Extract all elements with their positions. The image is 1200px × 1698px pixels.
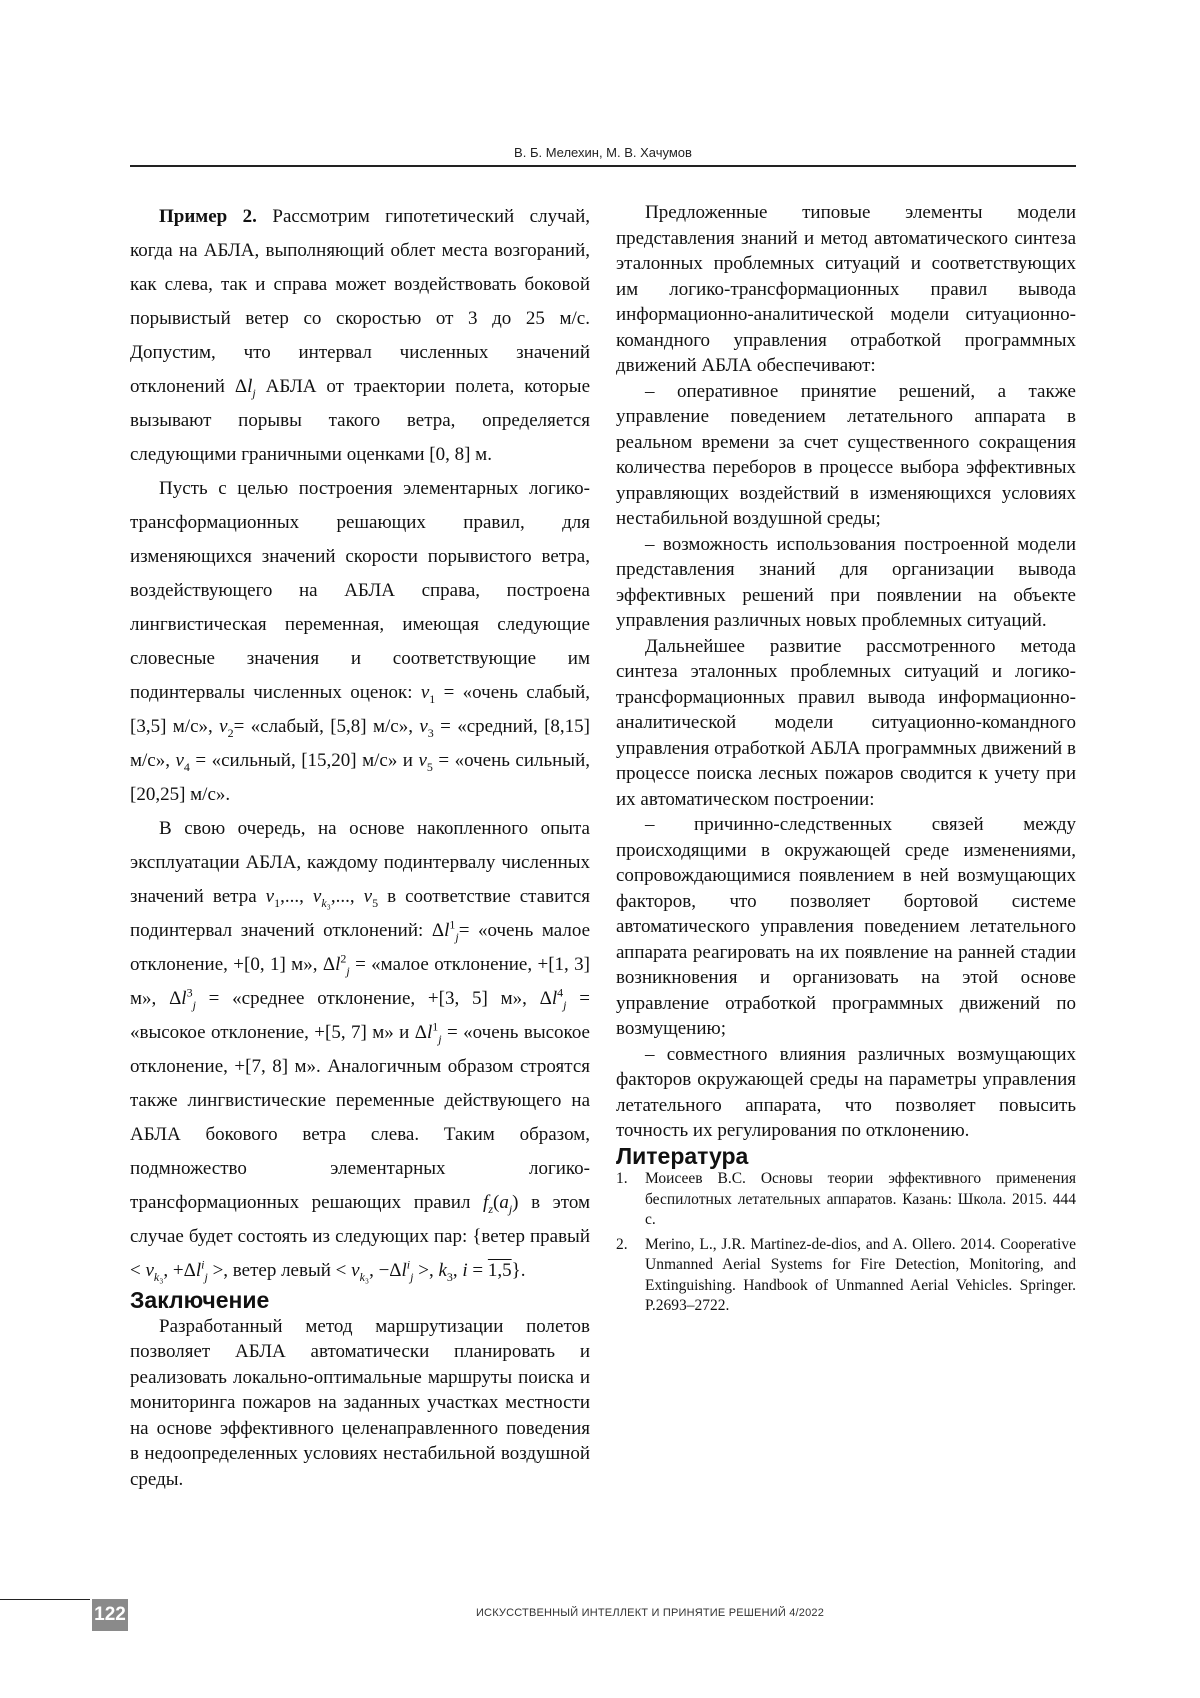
conclusion-heading: Заключение [130, 1287, 270, 1313]
reference-item [616, 1235, 1076, 1317]
results-paragraph: Предложенные типовые элементы модели представления знаний и метод автоматического синтеза эталонных проблемных ситуаций и соответствующих им логико-трансформационных правил вывода информационно-аналитической модели ситуационно-командного управления отработкой программных движений АБЛА обеспечивают: [616, 202, 1076, 376]
example-label: Пример 2. [159, 206, 257, 227]
formula-v2: $v_2$ [219, 716, 234, 740]
dev-e-text: в этом случае будет состоять из следующих пар: {ветер правый [130, 1192, 590, 1247]
result-item-2: – возможность использования построенной модели представления знаний для организации вывода эффективных решений при появлении на объекте управления различных новых проблемных ситуаций. [616, 533, 1076, 631]
example-text-b: АБЛА от траектории полета, которые вызывают порывы такого ветра, определяется следующими граничными оценками [0, 8] м. [130, 376, 591, 465]
dev-text-a: В свою очередь, на основе накопленного опыта эксплуатации АБЛА, каждому подинтервалу численных значений ветра [130, 818, 590, 907]
left-column [130, 200, 590, 1492]
formula-dl3: $\Delta l^3_j$ [169, 985, 196, 1012]
footer-rule [0, 1599, 90, 1600]
dev-d5-text: = «очень высокое отклонение, +[7, 8] м». Аналогичным образом строятся также лингвистические переменные действующего на АБЛА бокового ветра слева. Таким образом, подмножество элементарных логико-трансформационных решающих правил [130, 1022, 590, 1213]
dev-f-text: , ветер левый [223, 1260, 336, 1281]
lv-text-a: Пусть с целью построения элементарных логико-трансформационных решающих правил, для изменяющихся значений скорости порывистого ветра, воздействующего на АБЛА справа, построена лингвистическая переменная, имеющая следующие словесные значения и соответствующие им подинтервалы численных оценок: [130, 478, 590, 703]
lv-v5-text: = «очень сильный, [20,25] м/с». [130, 750, 590, 805]
formula-left-pair: < $v_{k_3}$, $-\Delta l^i_j$ >, $k_3$, i = 1,5 [335, 1257, 512, 1284]
right-column [616, 200, 1076, 1321]
formula-dl1: $\Delta l^1_j$ [431, 917, 459, 944]
journal-title: ИСКУССТВЕННЫЙ ИНТЕЛЛЕКТ И ПРИНЯТИЕ РЕШЕНИЙ 4/2022 [475, 1607, 825, 1619]
conclusion-paragraph: Разработанный метод маршрутизации полетов позволяет АБЛА автоматически планировать и реализовать локально-оптимальные маршруты поиска и мониторинга пожаров на заданных участках местности на основе эффективного целенаправленного поведения в недоопределенных условиях нестабильной воздушной среды. [130, 1315, 590, 1490]
dev-text-b: в соответствие ставится подинтервал значений отклонений: [130, 886, 590, 941]
example-2-paragraph [130, 200, 590, 472]
formula-fz: $f_z(a_j)$ [483, 1192, 519, 1216]
formula-v1: $v_1$ [420, 682, 436, 706]
future-item-2: – совместного влияния различных возмущающих факторов окружающей среды на параметры управления летательного аппарата, что позволяет повысить точность их регулирования по отклонению. [616, 1043, 1076, 1141]
example-text-a: Рассмотрим гипотетический случай, когда на АБЛА, выполняющий облет места возгораний, как слева, так и справа может воздействовать боковой порывистый ветер со скоростью от 3 до 25 м/с. Допустим, что интервал численных значений отклонений [130, 206, 590, 397]
dev-g-text: }. [511, 1260, 526, 1281]
page-number: 122 [92, 1599, 128, 1631]
lv-v3-text: = «средний, [8,15] м/с», [130, 716, 591, 771]
formula-v5: $v_5$ [418, 750, 433, 774]
formula-v-range: $v_1$,..., $v_{k_3}$,..., $v_5$ [265, 886, 379, 910]
linguistic-variable-paragraph [130, 472, 590, 812]
dev-d4-text: = «высокое отклонение, +[5, 7] м» и [130, 988, 591, 1043]
references-heading: Литература [616, 1142, 749, 1169]
reference-item [616, 1169, 1076, 1231]
result-item-1: – оперативное принятие решений, а также управление поведением летательного аппарата в реальном времени за счет существенного сокращения количества переборов в процессе выбора эффективных управляющих воздействий в изменяющихся условиях нестабильной воздушной среды; [616, 380, 1076, 529]
formula-dl5: $\Delta l^1_j$ [414, 1019, 442, 1046]
dev-d3-text: = «среднее отклонение, +[3, 5] м», [195, 988, 540, 1009]
header-rule [130, 165, 1076, 167]
formula-right-pair: < $v_{k_3}$, $+\Delta l^i_j$ > [130, 1257, 224, 1284]
future-work-paragraph: Дальнейшее развитие рассмотренного метода синтеза эталонных проблемных ситуаций и логико-трансформационных правил вывода информационно-аналитической модели ситуационно-командного управления отработкой АБЛА программных движений в процессе поиска лесных пожаров сводится к учету при их автоматическом построении: [616, 635, 1076, 810]
dev-d1-text: = «очень малое отклонение, +[0, 1] м», [130, 920, 590, 975]
deviation-paragraph [130, 812, 590, 1288]
reference-list [616, 1169, 1076, 1317]
reference-number: 2. [616, 1235, 628, 1253]
formula-v3: $v_3$ [419, 716, 434, 740]
reference-text: Merino, L., J.R. Martinez-de-dios, and A. Ollero. 2014. Cooperative Unmanned Aerial Systems for Fire Detection, Monitoring, and Extinguishing. Handbook of Unmanned Aerial Vehicles. Springer. P.2693–2722. [645, 1235, 1076, 1314]
formula-dl4: $\Delta l^4_j$ [539, 985, 567, 1012]
future-item-1: – причинно-следственных связей между происходящими в окружающей среде изменениями, сопровождающимися появлением в ней возмущающих факторов, что позволяет бортовой системе автоматического управления поведением летательного аппарата реагировать на их появление на ранней стадии возникновения и организовать на этой основе управление отработкой программных движений по возмущению; [616, 814, 1076, 1039]
formula-dl2: $\Delta l^2_j$ [322, 951, 350, 978]
formula-v4: $v_4$ [175, 750, 190, 774]
lv-v1-text: = «очень слабый, [3,5] м/с», [130, 682, 590, 737]
formula-delta-lj: $\Delta l_j$ [234, 376, 256, 400]
lv-v2-text: = «слабый, [5,8] м/с», [233, 716, 420, 737]
reference-number: 1. [616, 1170, 628, 1187]
dev-d2-text: = «малое отклонение, +[1, 3] м», [130, 954, 590, 1009]
reference-text: Моисеев В.С. Основы теории эффективного применения беспилотных летательных аппаратов. Казань: Школа. 2015. 444 с. [645, 1170, 1076, 1228]
lv-v4-text: = «сильный, [15,20] м/с» и [189, 750, 419, 771]
running-head-authors: В. Б. Мелехин, М. В. Хачумов [514, 145, 692, 160]
